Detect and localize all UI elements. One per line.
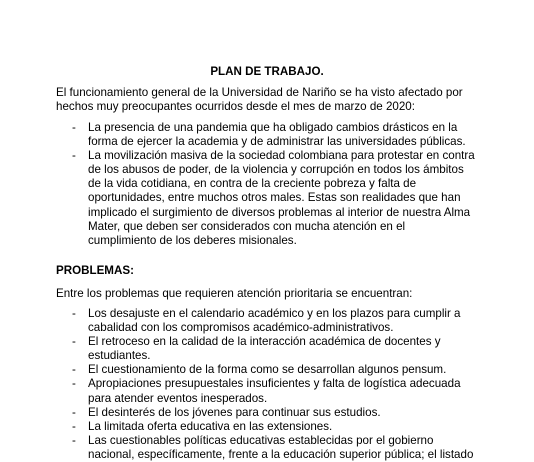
dash-bullet: - (72, 419, 76, 433)
list-item (56, 149, 476, 248)
problems-list (56, 307, 476, 462)
dash-bullet: - (72, 433, 76, 447)
dash-bullet: - (72, 335, 76, 349)
dash-bullet: - (72, 149, 76, 163)
list-item (56, 363, 476, 377)
problems-heading: PROBLEMAS: (56, 264, 134, 277)
list-item-text: La presencia de una pandemia que ha obligado cambios drásticos en la forma de ejercer la academia y de administrar las universidades públicas. (88, 121, 466, 149)
dash-bullet: - (72, 405, 76, 419)
list-item-text: El cuestionamiento de la forma como se desarrollan algunos pensum. (88, 363, 447, 377)
list-item (56, 307, 476, 335)
list-item-text: El desinterés de los jóvenes para continuar sus estudios. (88, 405, 381, 419)
problems-lead: Entre los problemas que requieren atención prioritaria se encuentran: (56, 287, 413, 300)
list-item-text: Las cuestionables políticas educativas establecidas por el gobierno nacional, específicamente, frente a la educación superior pública; el listado (88, 433, 474, 461)
list-item-text: Apropiaciones presupuestales insuficientes y falta de logística adecuada para atender eventos inesperados. (88, 377, 461, 405)
list-item (56, 121, 476, 149)
list-item-text: La limitada oferta educativa en las extensiones. (88, 419, 333, 433)
context-list (56, 121, 476, 248)
list-item-text: La movilización masiva de la sociedad colombiana para protestar en contra de los abusos de poder, de la violencia y corrupción en todos los ámbitos de la vida cotidiana, en contra de la creciente pobreza y falta de oportunidades, entre muchos otros males. Estas son realidades que han implicado el surgimiento de diversos problemas al interior de nuestra Alma Mater, que deben ser considerados con mucha atención en el cumplimiento de los deberes misionales. (88, 149, 475, 247)
list-item-text: Los desajuste en el calendario académico y en los plazos para cumplir a cabalidad con los compromisos académico-administrativos. (88, 307, 461, 335)
list-item (56, 434, 476, 462)
dash-bullet: - (72, 363, 76, 377)
list-item (56, 335, 476, 363)
dash-bullet: - (72, 307, 76, 320)
dash-bullet: - (72, 121, 76, 134)
list-item (56, 406, 476, 420)
intro-paragraph: El funcionamiento general de la Universidad de Nariño se ha visto afectado por hechos muy preocupantes ocurridos desde el mes de marzo de 2020: (56, 86, 463, 114)
list-item-text: El retroceso en la calidad de la interacción académica de docentes y estudiantes. (88, 335, 441, 363)
document-title: PLAN DE TRABAJO. (210, 65, 324, 78)
dash-bullet: - (72, 377, 76, 391)
list-item (56, 420, 476, 434)
list-item (56, 377, 476, 405)
